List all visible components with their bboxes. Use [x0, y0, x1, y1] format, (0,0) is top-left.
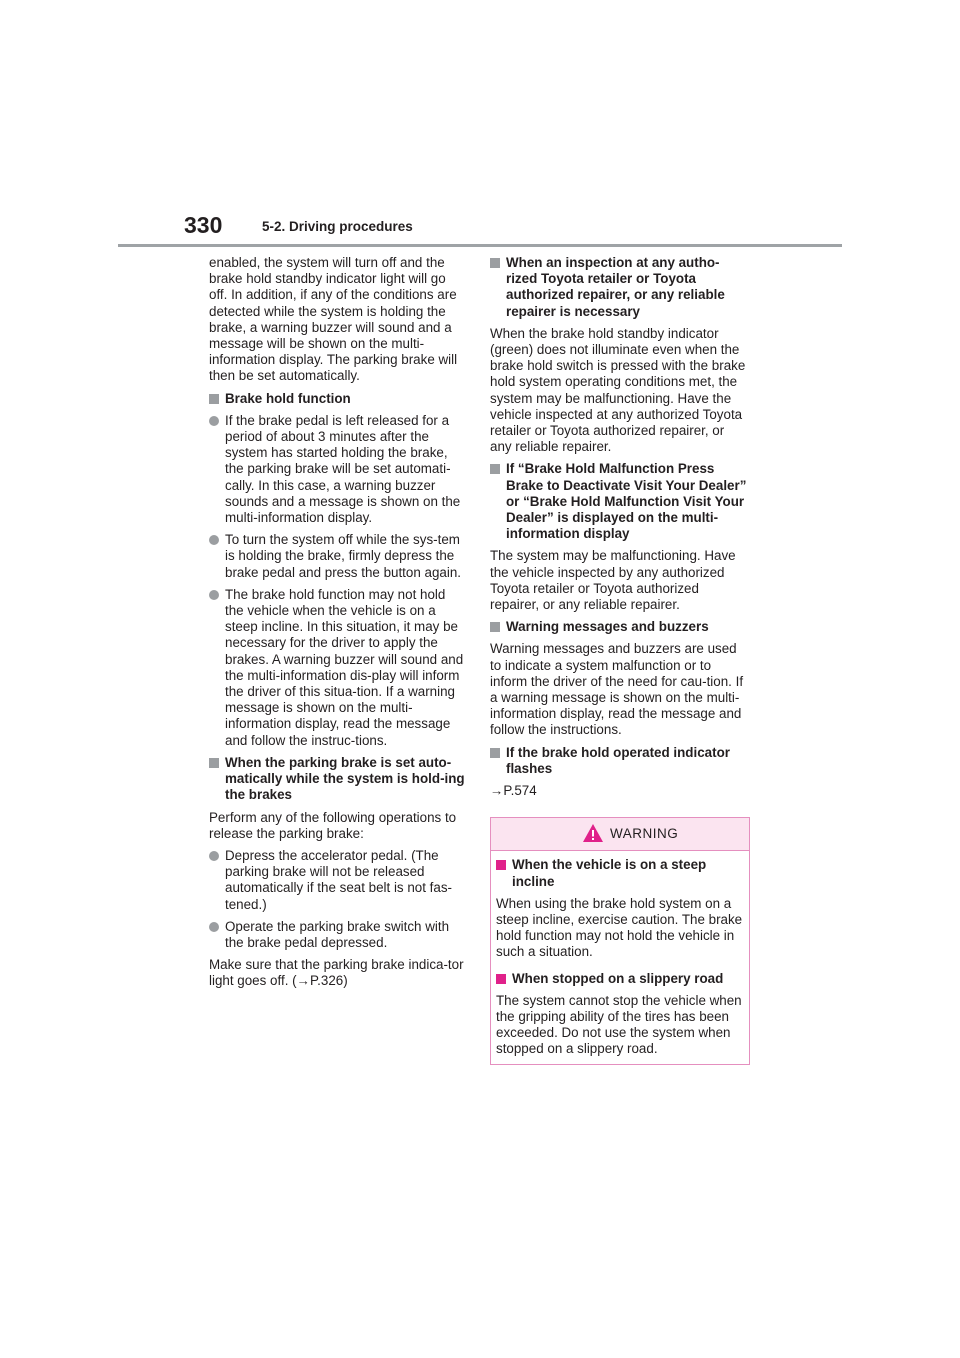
- square-bullet-icon: [490, 622, 500, 632]
- indicator-heading: [490, 745, 748, 777]
- header-divider: [118, 244, 842, 247]
- heading-text: When an inspection at any autho-rized Toyota retailer or Toyota authorized repairer, or any reliable repairer is necessary: [506, 255, 725, 319]
- warning-item-text: The system cannot stop the vehicle when the gripping ability of the tires has been exceeded. Do not use the system when stopped on a slippery road.: [496, 992, 742, 1057]
- warning-item-text: When using the brake hold system on a steep incline, exercise caution. The brake hold function may not hold the vehicle in such a situation.: [496, 895, 743, 960]
- square-bullet-icon: [490, 748, 500, 758]
- heading-text: Warning messages and buzzers: [506, 619, 709, 635]
- circle-bullet-icon: [209, 922, 219, 932]
- warning-item-heading: [496, 971, 744, 987]
- left-column: [209, 255, 467, 996]
- warning-title: WARNING: [610, 826, 679, 842]
- circle-bullet-icon: [209, 590, 219, 600]
- brake-hold-heading: [209, 391, 467, 407]
- heading-text: When the parking brake is set auto-matically while the system is hold-ing the brakes: [225, 754, 465, 803]
- warning-item-heading: [496, 857, 744, 889]
- square-bullet-icon: [496, 860, 506, 870]
- warning-body: [491, 851, 749, 1063]
- heading-text: Brake hold function: [225, 390, 351, 406]
- section-title: 5-2. Driving procedures: [262, 219, 413, 234]
- list-item-text: If the brake pedal is left released for a period of about 3 minutes after the system has started holding the brake, the parking brake will be set automati-cally. In this case, a warning buzzer sounds and a message is shown on the multi-information display.: [225, 412, 461, 526]
- list-item: [209, 587, 467, 749]
- page-number: 330: [184, 212, 223, 238]
- list-item: [209, 413, 467, 526]
- inspection-heading: [490, 255, 748, 320]
- warning-triangle-icon: [582, 823, 604, 843]
- square-bullet-icon: [209, 758, 219, 768]
- inspection-text: When the brake hold standby indicator (green) does not illuminate even when the brake hold switch is pressed with the brake hold system operating conditions met, the system may be malfunctioning. Have the vehicle inspected at any authorized Toyota retailer or Toyota authorized repairer, or any reliable repairer.: [490, 325, 746, 455]
- list-item: [209, 532, 467, 581]
- parking-brake-closing: Make sure that the parking brake indica-tor light goes off. (→P.326): [209, 957, 464, 989]
- circle-bullet-icon: [209, 851, 219, 861]
- list-item-text: The brake hold function may not hold the vehicle when the vehicle is on a steep incline. In this situation, it may be necessary for the driver to apply the brakes. A warning buzzer will sound and the multi-information dis-play will inform the driver of this situa-tion. If a warning message is shown on the multi-information display, read the message and follow the instruc-tions.: [225, 586, 464, 748]
- heading-text: When the vehicle is on a steep incline: [512, 857, 707, 889]
- circle-bullet-icon: [209, 416, 219, 426]
- warnings-text: Warning messages and buzzers are used to indicate a system malfunction or to inform the driver of the need for cau-tion. If a warning message is shown on the multi-information display, read the message and follow the instructions.: [490, 641, 744, 738]
- page-reference-link[interactable]: →P.574: [490, 783, 537, 799]
- heading-text: When stopped on a slippery road: [512, 970, 724, 986]
- malfunction-text: The system may be malfunctioning. Have the vehicle inspected by any authorized Toyota retailer or Toyota authorized repairer, or any reliable repairer.: [490, 548, 736, 613]
- square-bullet-icon: [490, 258, 500, 268]
- right-column: [490, 255, 748, 1065]
- list-item-text: Depress the accelerator pedal. (The parking brake will not be released automatically if the seat belt is not fas-tened.): [225, 847, 453, 912]
- list-item: [209, 848, 467, 913]
- heading-text: If the brake hold operated indicator flashes: [506, 744, 730, 776]
- list-item-text: Operate the parking brake switch with the brake pedal depressed.: [225, 918, 450, 950]
- intro-paragraph: enabled, the system will turn off and the brake hold standby indicator light will go off. In addition, if any of the conditions are detected while the system is holding the brake, a warning buzzer will sound and a message will be shown on the multi-information display. The parking brake will then be set automatically.: [209, 255, 458, 384]
- warning-box: [490, 817, 750, 1064]
- malfunction-heading: [490, 461, 748, 542]
- warning-header: [491, 818, 749, 851]
- circle-bullet-icon: [209, 535, 219, 545]
- square-bullet-icon: [209, 394, 219, 404]
- list-item-text: To turn the system off while the sys-tem is holding the brake, firmly depress the brake pedal and press the button again.: [225, 532, 461, 580]
- square-bullet-icon: [490, 464, 500, 474]
- parking-brake-text: Perform any of the following operations to release the parking brake:: [209, 809, 457, 841]
- warnings-heading: [490, 619, 748, 635]
- parking-brake-heading: [209, 755, 467, 804]
- square-bullet-icon: [496, 974, 506, 984]
- heading-text: If “Brake Hold Malfunction Press Brake to Deactivate Visit Your Dealer” or “Brake Hold Malfunction Visit Your Dealer” is displayed on the multi-information display: [506, 461, 747, 542]
- list-item: [209, 919, 467, 951]
